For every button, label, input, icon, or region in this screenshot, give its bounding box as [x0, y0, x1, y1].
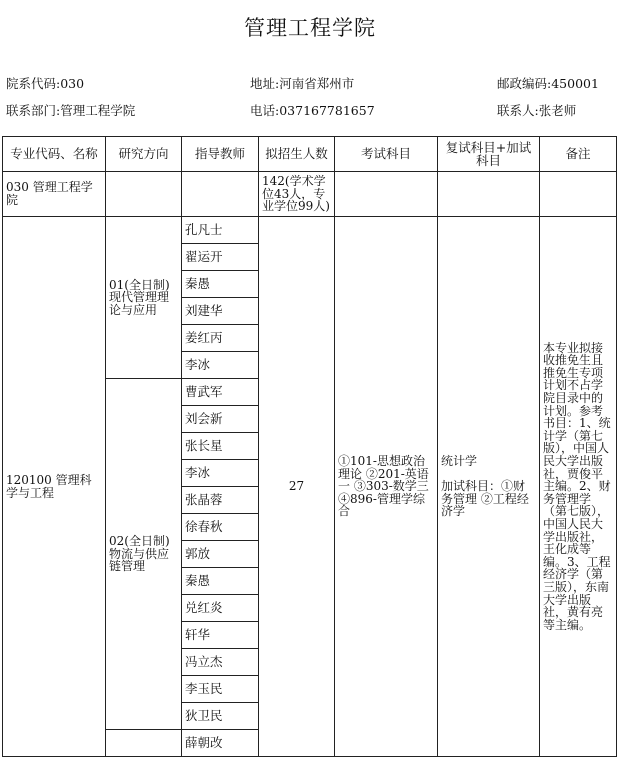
program-quota: 27: [259, 217, 335, 757]
teacher-row: [3, 217, 617, 244]
advisor-name: 李冰: [182, 352, 259, 379]
page-title: 管理工程学院: [244, 16, 376, 40]
research-direction: [106, 730, 182, 757]
catalog-table: [2, 136, 617, 757]
advisor-name: 郭放: [182, 541, 259, 568]
empty-cell: [335, 172, 438, 217]
advisor-name: 李冰: [182, 460, 259, 487]
advisor-name: 李玉民: [182, 676, 259, 703]
contact-person: 联系人:张老师: [497, 103, 577, 118]
college-name: 030 管理工程学院: [3, 172, 106, 217]
col-header-major: 专业代码、名称: [3, 137, 106, 172]
advisor-name: 狄卫民: [182, 703, 259, 730]
exam-subjects: ①101-思想政治理论 ②201-英语一 ③303-数学三 ④896-管理学综合: [335, 217, 438, 757]
col-header-direction: 研究方向: [106, 137, 182, 172]
col-header-quota: 拟招生人数: [259, 137, 335, 172]
research-direction: 01(全日制)现代管理理论与应用: [106, 217, 182, 379]
address: 地址:河南省郑州市: [250, 76, 355, 91]
program-name: 120100 管理科学与工程: [3, 217, 106, 757]
research-direction: 02(全日制)物流与供应链管理: [106, 379, 182, 730]
advisor-name: 张晶蓉: [182, 487, 259, 514]
advisor-name: 孔凡士: [182, 217, 259, 244]
retest-subject: 统计学: [441, 454, 478, 469]
advisor-name: 轩华: [182, 622, 259, 649]
advisor-name: 翟运开: [182, 244, 259, 271]
advisor-name: 冯立杰: [182, 649, 259, 676]
col-header-advisor: 指导教师: [182, 137, 259, 172]
phone: 电话:037167781657: [250, 103, 375, 118]
retest-cell: [438, 217, 540, 757]
advisor-name: 徐春秋: [182, 514, 259, 541]
col-header-note: 备注: [540, 137, 617, 172]
remarks: 本专业拟接收推免生且推免生专项计划不占学院目录中的计划。参考书目：1、统计学（第七版），中国人民大学出版社，贾俊平主编。2、财务管理学（第七版），中国人民大学出版社，王化成等编。3、工程经济学（第三版），东南大学出版社，黄有亮等主编。: [540, 217, 617, 757]
postal-code: 邮政编码:450001: [497, 76, 599, 91]
extra-subjects: 加试科目：①财务管理 ②工程经济学: [441, 478, 529, 519]
advisor-name: 秦愚: [182, 568, 259, 595]
empty-cell: [540, 172, 617, 217]
header-row: [3, 137, 617, 172]
empty-cell: [106, 172, 182, 217]
empty-cell: [438, 172, 540, 217]
col-header-retest: 复试科目+加试科目: [438, 137, 540, 172]
empty-cell: [182, 172, 259, 217]
advisor-name: 秦愚: [182, 271, 259, 298]
col-header-exam: 考试科目: [335, 137, 438, 172]
advisor-name: 刘会新: [182, 406, 259, 433]
college-row: [3, 172, 617, 217]
advisor-name: 张长星: [182, 433, 259, 460]
contact-dept: 联系部门:管理工程学院: [6, 103, 136, 118]
advisor-name: 姜红丙: [182, 325, 259, 352]
advisor-name: 曹武军: [182, 379, 259, 406]
dept-code: 院系代码:030: [6, 76, 85, 91]
college-quota: 142(学术学位43人，专业学位99人): [259, 172, 335, 217]
advisor-name: 刘建华: [182, 298, 259, 325]
advisor-name: 薛朝改: [182, 730, 259, 757]
advisor-name: 兑红炎: [182, 595, 259, 622]
